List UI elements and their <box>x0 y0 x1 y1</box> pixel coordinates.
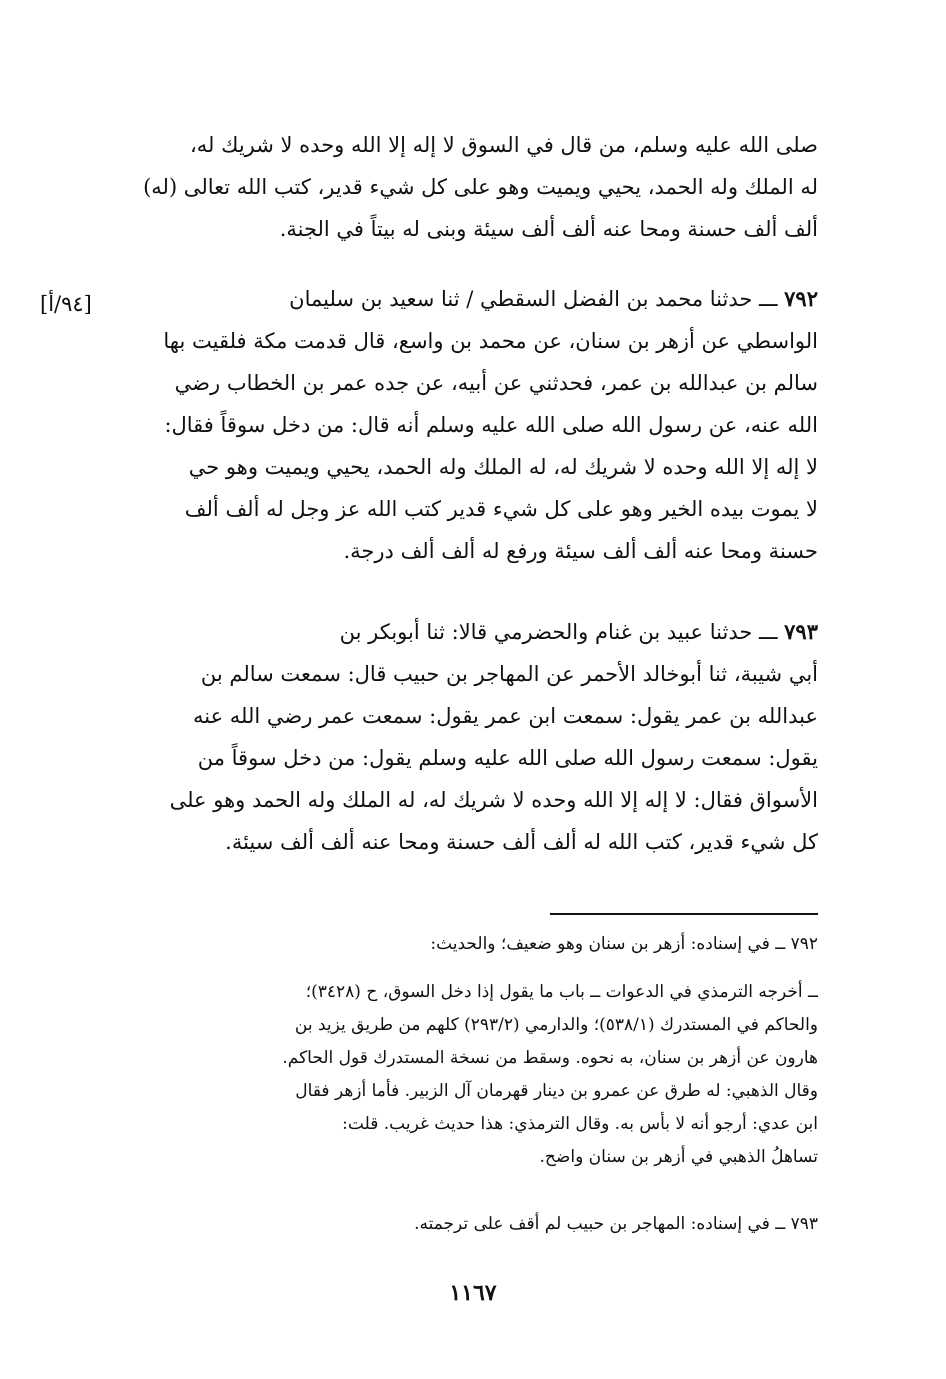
footnote-line: ابن عدي: أرجو أنه لا بأس به. وقال الترمذي: هذا حديث غريب. قلت: <box>342 1114 818 1134</box>
footnote-line: وقال الذهبي: له طرق عن عمرو بن دينار قهرمان آل الزبير. فأما أزهر فقال <box>295 1081 818 1101</box>
intro-paragraph <box>128 124 818 250</box>
text-line: عبدالله بن عمر يقول: سمعت ابن عمر يقول: سمعت عمر رضي الله عنه <box>192 704 818 728</box>
text-line: له الملك وله الحمد، يحيي ويميت وهو على كل شيء قدير، كتب الله تعالى (له) <box>143 175 818 199</box>
footnote-line: والحاكم في المستدرك (٥٣٨/١)؛ والدارمي (٢٩٣/٢) كلهم من طريق يزيد بن <box>294 1015 818 1035</box>
text-line: يقول: سمعت رسول الله صلى الله عليه وسلم يقول: من دخل سوقاً من <box>197 746 818 770</box>
text-line: صلى الله عليه وسلم، من قال في السوق لا إله إلا الله وحده لا شريك له، <box>190 133 818 157</box>
footnote-line: هارون عن أزهر بن سنان، به نحوه. وسقط من نسخة المستدرك قول الحاكم. <box>282 1048 818 1068</box>
footnote-line: ــ أخرجه الترمذي في الدعوات ــ باب ما يقول إذا دخل السوق، ح (٣٤٢٨)؛ <box>305 982 818 1002</box>
text-line: حسنة ومحا عنه ألف ألف سيئة ورفع له ألف ألف درجة. <box>343 539 818 563</box>
hadith-first-line <box>128 278 818 320</box>
hadith-dash: ـــ <box>752 620 785 644</box>
text-line: الله عنه، عن رسول الله صلى الله عليه وسلم أنه قال: من دخل سوقاً فقال: <box>164 413 818 437</box>
hadith-792 <box>128 278 818 572</box>
text-line: ألف ألف حسنة ومحا عنه ألف ألف سيئة وبنى له بيتاً في الجنة. <box>279 217 818 241</box>
hadith-number: ٧٩٣ <box>784 619 818 644</box>
hadith-dash: ـــ <box>752 287 785 311</box>
footnote-line: تساهلُ الذهبي في أزهر بن سنان واضح. <box>539 1147 818 1167</box>
footnote-792-body <box>128 976 818 1174</box>
manuscript-folio-marker: [٩٤/أ] <box>40 292 92 316</box>
text-line: أبي شيبة، ثنا أبوخالد الأحمر عن المهاجر بن حبيب قال: سمعت سالم بن <box>200 662 818 686</box>
footnote-792 <box>128 928 818 961</box>
text-line: سالم بن عبدالله بن عمر، فحدثني عن أبيه، عن جده عمر بن الخطاب رضي <box>174 371 818 395</box>
hadith-opening-text: حدثنا عبيد بن غنام والحضرمي قالا: ثنا أبوبكر بن <box>339 620 753 644</box>
footnote-heading: ٧٩٢ ــ في إسناده: أزهر بن سنان وهو ضعيف؛ والحديث: <box>430 934 818 954</box>
hadith-793 <box>128 611 818 863</box>
hadith-first-line <box>128 611 818 653</box>
footnote-separator <box>550 913 818 915</box>
text-line: الأسواق فقال: لا إله إلا الله وحده لا شريك له، له الملك وله الحمد وهو على <box>169 788 818 812</box>
hadith-opening-text: حدثنا محمد بن الفضل السقطي / ثنا سعيد بن سليمان <box>289 287 753 311</box>
footnote-793 <box>128 1208 818 1241</box>
text-line: لا إله إلا الله وحده لا شريك له، له الملك وله الحمد، يحيي ويميت وهو حي <box>188 455 818 479</box>
text-line: كل شيء قدير، كتب الله له ألف ألف حسنة ومحا عنه ألف ألف سيئة. <box>225 830 818 854</box>
hadith-number: ٧٩٢ <box>784 286 818 311</box>
footnote-heading: ٧٩٣ ــ في إسناده: المهاجر بن حبيب لم أقف على ترجمته. <box>414 1214 818 1234</box>
text-line: لا يموت بيده الخير وهو على كل شيء قدير كتب الله عز وجل له ألف ألف <box>184 497 818 521</box>
page-number: ١١٦٧ <box>449 1280 497 1306</box>
text-line: الواسطي عن أزهر بن سنان، عن محمد بن واسع، قال قدمت مكة فلقيت بها <box>163 329 818 353</box>
